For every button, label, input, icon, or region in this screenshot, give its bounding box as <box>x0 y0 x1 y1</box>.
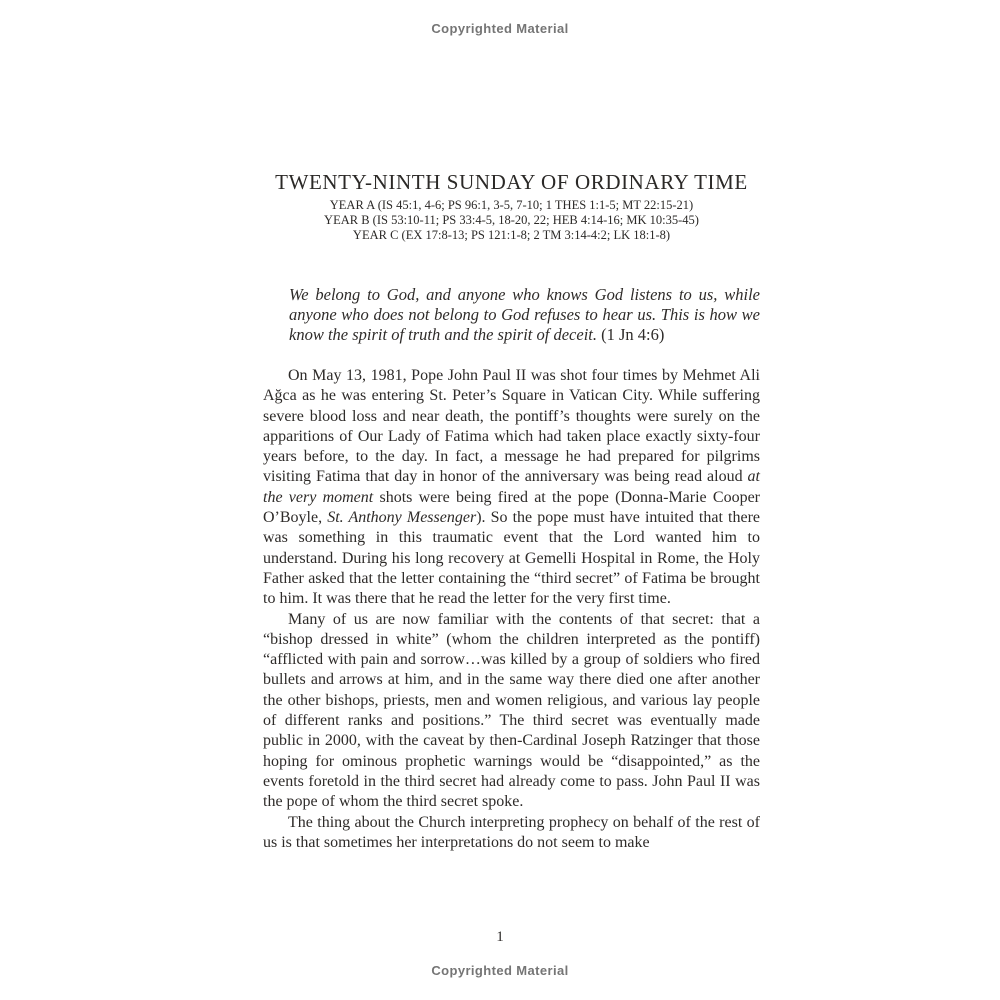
page-content <box>263 169 760 853</box>
lectionary-year-b: YEAR B (IS 53:10-11; PS 33:4-5, 18-20, 22; HEB 4:14-16; MK 10:35-45) <box>324 213 699 227</box>
lectionary-year-a: YEAR A (IS 45:1, 4-6; PS 96:1, 3-5, 7-10; 1 THES 1:1-5; MT 22:15-21) <box>329 198 694 212</box>
body-paragraph-1: On May 13, 1981, Pope John Paul II was shot four times by Mehmet Ali Ağca as he was entering St. Peter’s Square in Vatican City. While suffering severe blood loss and near death, the pontiff’s thoughts were surely on the apparitions of Our Lady of Fatima which had taken place exactly sixty-four years before, to the day. In fact, a message he had prepared for pilgrims visiting Fatima that day in honor of the anniversary was being read aloud at the very moment shots were being fired at the pope (Donna-Marie Cooper O’Boyle, St. Anthony Messenger). So the pope must have intuited that there was something in this traumatic event that the Lord wanted him to understand. During his long recovery at Gemelli Hospital in Rome, the Holy Father asked that the letter containing the “third secret” of Fatima be brought to him. It was there that he read the letter for the very first time. <box>263 367 761 608</box>
epigraph-quote: We belong to God, and anyone who knows God listens to us, while anyone who does not belong to God refuses to hear us. This is how we know the spirit of truth and the spirit of deceit. (1 Jn 4:6) <box>289 285 760 344</box>
lectionary-year-c: YEAR C (EX 17:8-13; PS 121:1-8; 2 TM 3:14-4:2; LK 18:1-8) <box>352 228 671 242</box>
copyright-notice-bottom: Copyrighted Material <box>431 963 569 978</box>
page-number: 1 <box>496 929 504 945</box>
body-paragraph-3: The thing about the Church interpreting prophecy on behalf of the rest of us is that sometimes her interpretations do not seem to make <box>263 813 760 851</box>
copyright-notice-top: Copyrighted Material <box>431 21 569 36</box>
lectionary-references <box>263 198 760 243</box>
body-paragraph-2: Many of us are now familiar with the contents of that secret: that a “bishop dressed in white” (whom the children interpreted as the pontiff) “afflicted with pain and sorrow…was killed by a group of soldiers who fired bullets and arrows at him, and in the same way there died one after another the other bishops, priests, men and women religious, and various lay people of different ranks and positions.” The third secret was eventually made public in 2000, with the caveat by then-Cardinal Joseph Ratzinger that those hoping for ominous prophetic warnings would be “disappointed,” as the events foretold in the third secret had already come to pass. John Paul II was the pope of whom the third secret spoke. <box>263 610 760 811</box>
chapter-title: TWENTY-NINTH SUNDAY OF ORDINARY TIME <box>275 170 748 194</box>
